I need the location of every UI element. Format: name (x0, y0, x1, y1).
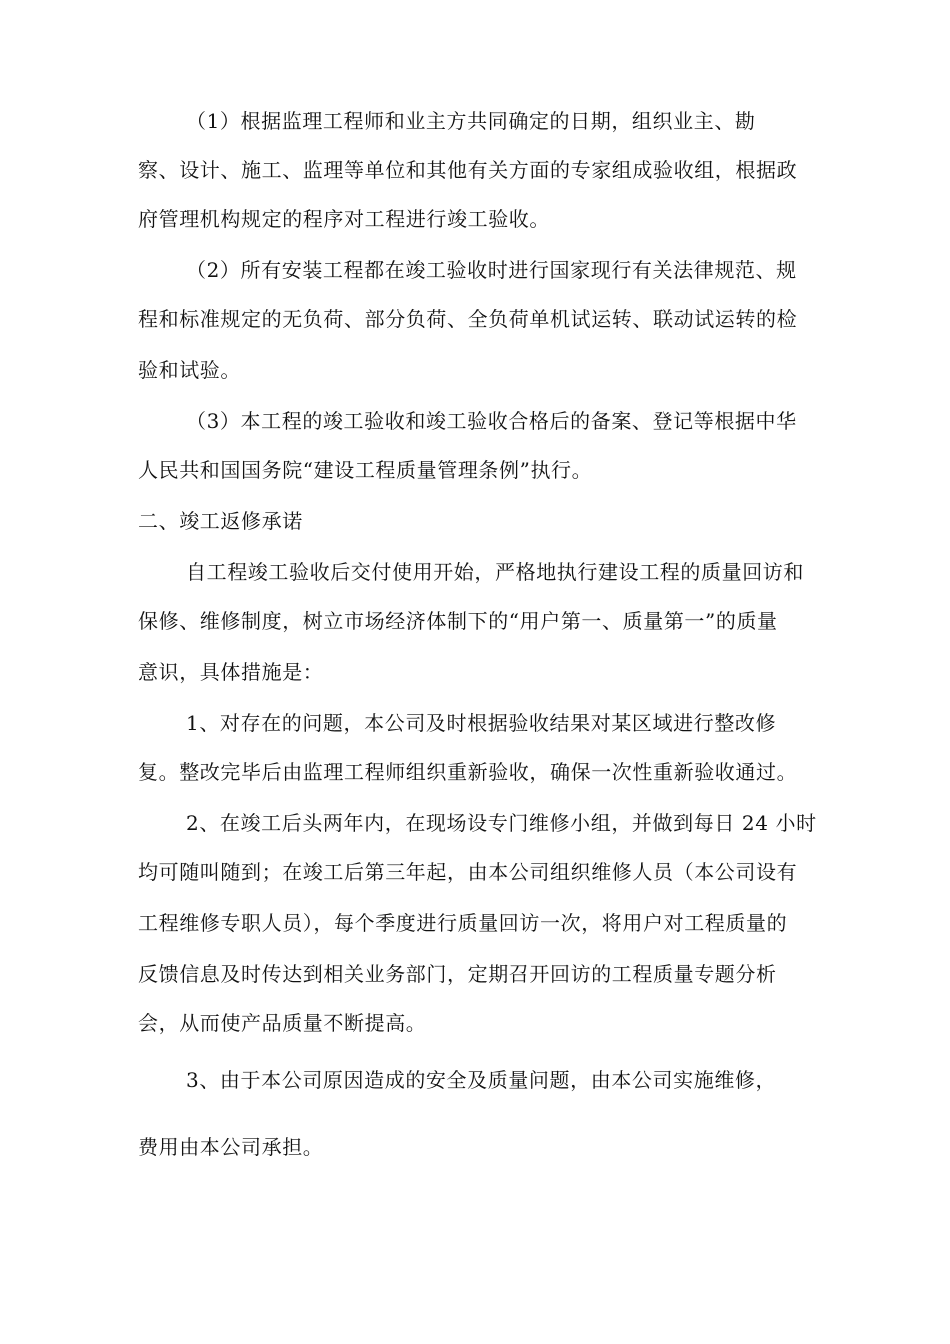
item-3-line-2: 费用由本公司承担。 (138, 1135, 324, 1159)
paragraph-2-line-1: （2）所有安装工程都在竣工验收时进行国家现行有关法律规范、规 (186, 258, 797, 282)
paragraph-1-line-1: （1）根据监理工程师和业主方共同确定的日期，组织业主、勘 (186, 109, 756, 133)
paragraph-1-line-2: 察、设计、施工、监理等单位和其他有关方面的专家组成验收组，根据政 (138, 158, 798, 182)
paragraph-4-line-3: 意识，具体措施是： (138, 660, 324, 684)
paragraph-1-line-3: 府管理机构规定的程序对工程进行竣工验收。 (138, 207, 550, 231)
item-2-line-3: 工程维修专职人员），每个季度进行质量回访一次，将用户对工程质量的 (138, 911, 788, 935)
item-2-line-5: 会，从而使产品质量不断提高。 (138, 1011, 427, 1035)
paragraph-2-line-2: 程和标准规定的无负荷、部分负荷、全负荷单机试运转、联动试运转的检 (138, 307, 798, 331)
item-2-line-2: 均可随叫随到；在竣工后第三年起，由本公司组织维修人员（本公司设有 (138, 860, 798, 884)
item-1-line-1: 1、对存在的问题，本公司及时根据验收结果对某区域进行整改修 (186, 711, 777, 735)
item-2-line-4: 反馈信息及时传达到相关业务部门，定期召开回访的工程质量专题分析 (138, 962, 777, 986)
item-1-line-2: 复。整改完毕后由监理工程师组织重新验收，确保一次性重新验收通过。 (138, 760, 798, 784)
paragraph-2-line-3: 验和试验。 (138, 358, 241, 382)
paragraph-4-line-1: 自工程竣工验收后交付使用开始，严格地执行建设工程的质量回访和 (186, 560, 804, 584)
item-3-line-1: 3、由于本公司原因造成的安全及质量问题，由本公司实施维修， (186, 1068, 777, 1092)
paragraph-3-line-1: （3）本工程的竣工验收和竣工验收合格后的备案、登记等根据中华 (186, 409, 797, 433)
section-heading: 二、竣工返修承诺 (138, 509, 303, 533)
paragraph-4-line-2: 保修、维修制度，树立市场经济体制下的“用户第一、质量第一”的质量 (138, 609, 778, 633)
item-2-line-1: 2、在竣工后头两年内，在现场设专门维修小组，并做到每日 24 小时 (186, 811, 817, 835)
paragraph-3-line-2: 人民共和国国务院“建设工程质量管理条例”执行。 (138, 458, 593, 482)
